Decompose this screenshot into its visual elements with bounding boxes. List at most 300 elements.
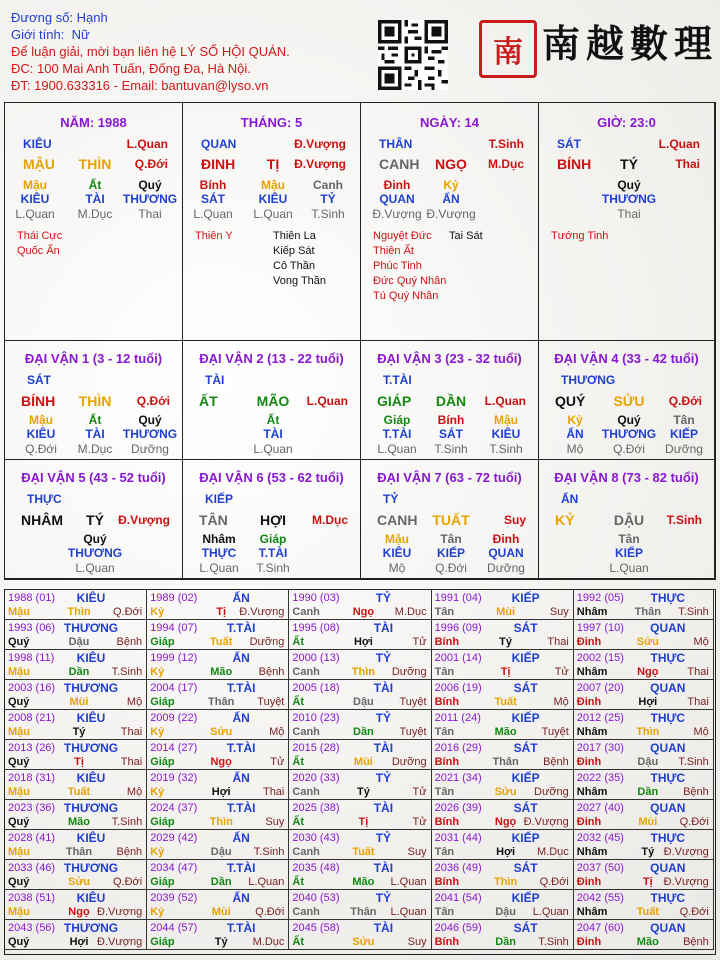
annual-year: 2009 (22) bbox=[150, 712, 198, 724]
hidden-god: TỶ bbox=[320, 192, 336, 206]
annual-god: THỰC bbox=[650, 831, 686, 845]
dai-van-stage: Q.Đới bbox=[136, 394, 170, 408]
annual-year: 1999 (12) bbox=[150, 652, 198, 664]
annual-can: Tân bbox=[434, 726, 455, 738]
annual-year: 2027 (40) bbox=[576, 802, 624, 814]
annual-can: Canh bbox=[292, 786, 320, 798]
hidden-can: Kỷ bbox=[443, 178, 459, 192]
annual-can: Ất bbox=[292, 696, 304, 708]
hidden-can: Mậu bbox=[261, 178, 285, 192]
dai-van-hidden-god: KIÊU bbox=[26, 427, 56, 441]
gender-value: Nữ bbox=[71, 27, 90, 42]
dai-van-god: THƯƠNG bbox=[561, 373, 616, 387]
annual-god: ẤN bbox=[232, 831, 250, 845]
annual-year: 1998 (11) bbox=[8, 652, 55, 664]
annual-year: 2004 (17) bbox=[150, 682, 198, 694]
pillar-cell bbox=[361, 103, 539, 341]
annual-cell bbox=[574, 830, 714, 860]
annual-cell bbox=[289, 650, 431, 680]
name-label: Đương số: bbox=[11, 10, 74, 25]
pillar-can-stage: Đ.Vượng bbox=[294, 137, 346, 151]
annual-god: T.TÀI bbox=[226, 681, 256, 695]
annual-year: 2033 (46) bbox=[8, 862, 56, 874]
annual-can: Đinh bbox=[576, 696, 602, 708]
annual-stage: L.Quan bbox=[532, 906, 569, 918]
hidden-god: THƯƠNG bbox=[601, 192, 657, 206]
pillar-chi: TỊ bbox=[266, 156, 280, 172]
annual-god: KIẾP bbox=[511, 831, 540, 845]
pillar-can-stage: L.Quan bbox=[126, 137, 168, 151]
annual-stage: Dưỡng bbox=[391, 756, 427, 768]
dai-van-hidden-can: Quý bbox=[138, 413, 162, 427]
name-row bbox=[11, 10, 381, 27]
annual-year: 2042 (55) bbox=[576, 892, 624, 904]
annual-can: Ất bbox=[292, 756, 304, 768]
annual-year: 2012 (25) bbox=[576, 712, 624, 724]
dai-van-god: THỰC bbox=[27, 492, 62, 506]
annual-can: Mậu bbox=[8, 906, 30, 918]
hidden-stage: L.Quan bbox=[253, 207, 293, 221]
annual-year: 2029 (42) bbox=[150, 832, 198, 844]
annual-cell bbox=[147, 800, 289, 830]
dai-van-cell bbox=[361, 341, 539, 460]
dai-van-hidden-stage: T.Sinh bbox=[256, 561, 290, 575]
dai-van-cell bbox=[183, 341, 361, 460]
annual-cell bbox=[147, 770, 289, 800]
dai-van-hidden-stage: Dưỡng bbox=[131, 442, 169, 456]
dai-van-hidden-stage: L.Quan bbox=[609, 561, 649, 575]
pillar-chi-stage: M.Dục bbox=[488, 157, 524, 171]
annual-stage: Thai bbox=[120, 726, 143, 738]
annual-can: Bính bbox=[434, 936, 460, 948]
annual-god: T.TÀI bbox=[226, 621, 256, 635]
annual-stage: Mộ bbox=[126, 696, 143, 708]
star-left: Đức Quý Nhân bbox=[373, 275, 447, 287]
annual-chi: Ngọ bbox=[68, 906, 90, 918]
dai-van-god: SÁT bbox=[27, 373, 51, 387]
pillar-chi: THÌN bbox=[78, 156, 112, 172]
dai-van-title: ĐẠI VẬN 8 (73 - 82 tuổi) bbox=[554, 470, 699, 485]
annual-cell bbox=[5, 860, 147, 890]
hidden-god: KIÊU bbox=[20, 192, 50, 206]
annual-god: THỰC bbox=[650, 711, 686, 725]
annual-god: TỶ bbox=[375, 651, 392, 665]
dai-van-god: TỶ bbox=[383, 492, 399, 506]
annual-god: KIÊU bbox=[76, 651, 106, 665]
annual-stage: Tử bbox=[412, 816, 427, 828]
dai-van-hidden-can: Đinh bbox=[492, 532, 520, 546]
header-info bbox=[11, 10, 381, 95]
annual-stage: Suy bbox=[407, 936, 427, 948]
contact-line-1: Để luận giải, mời bạn liên hệ LÝ SỐ HỘI QUÁN. bbox=[11, 44, 290, 59]
dai-van-can: NHÂM bbox=[21, 512, 63, 528]
dai-van-hidden-stage: Dưỡng bbox=[487, 561, 525, 575]
annual-can: Tân bbox=[434, 846, 455, 858]
annual-cell bbox=[289, 920, 431, 950]
annual-cell bbox=[147, 860, 289, 890]
hidden-stage: T.Sinh bbox=[311, 207, 345, 221]
dai-van-title: ĐẠI VẬN 1 (3 - 12 tuổi) bbox=[24, 351, 163, 366]
annual-cell bbox=[5, 740, 147, 770]
annual-can: Tân bbox=[434, 786, 455, 798]
annual-chi: Thân bbox=[492, 756, 519, 768]
pillar-can-god: KIÊU bbox=[23, 137, 52, 151]
annual-god: THƯƠNG bbox=[63, 861, 119, 875]
annual-chi: Dần bbox=[495, 936, 516, 948]
annual-chi: Ngọ bbox=[494, 816, 517, 828]
dai-van-stage: Đ.Vượng bbox=[118, 513, 170, 527]
annual-stage: Tuyệt bbox=[257, 696, 285, 708]
annual-god: ẤN bbox=[232, 651, 250, 665]
annual-cell bbox=[574, 710, 714, 740]
annual-chi: Tị bbox=[74, 756, 84, 768]
annual-god: TÀI bbox=[373, 921, 394, 935]
annual-can: Quý bbox=[8, 816, 30, 828]
star-left: Phúc Tinh bbox=[373, 260, 422, 272]
annual-god: ẤN bbox=[232, 891, 250, 905]
dai-van-title: ĐẠI VẬN 3 (23 - 32 tuổi) bbox=[377, 351, 522, 366]
annual-cell bbox=[432, 860, 574, 890]
annual-chi: Mão bbox=[352, 876, 375, 888]
annual-cell bbox=[147, 890, 289, 920]
brand-title: 南越數理 bbox=[542, 21, 719, 66]
annual-can: Canh bbox=[292, 906, 320, 918]
annual-stage: Mộ bbox=[693, 726, 709, 738]
hidden-god: ẤN bbox=[442, 192, 460, 206]
annual-cell bbox=[432, 800, 574, 830]
annual-can: Mậu bbox=[8, 606, 30, 618]
pillar-cell bbox=[539, 103, 715, 341]
annual-can: Nhâm bbox=[576, 726, 608, 738]
annual-cell bbox=[289, 770, 431, 800]
hidden-god: KIÊU bbox=[258, 192, 288, 206]
annual-god: SÁT bbox=[513, 741, 538, 755]
annual-cell bbox=[5, 680, 147, 710]
annual-cell bbox=[432, 680, 574, 710]
annual-year: 1991 (04) bbox=[434, 592, 482, 604]
dai-van-hidden-can: Ất bbox=[88, 413, 102, 427]
pillar-chi: NGỌ bbox=[435, 156, 467, 172]
annual-can: Giáp bbox=[150, 696, 175, 708]
dai-van-hidden-can: Giáp bbox=[259, 532, 287, 546]
annual-stage: Bệnh bbox=[258, 666, 285, 678]
annual-year: 2037 (50) bbox=[576, 862, 624, 874]
annual-chi: Mão bbox=[494, 726, 517, 738]
annual-can: Canh bbox=[292, 726, 320, 738]
annual-can: Mậu bbox=[8, 786, 30, 798]
dai-van-stage: L.Quan bbox=[306, 394, 348, 408]
annual-year: 2039 (52) bbox=[150, 892, 198, 904]
dai-van-hidden-god: T.TÀI bbox=[258, 546, 288, 560]
annual-god: ẤN bbox=[232, 711, 250, 725]
annual-god: KIÊU bbox=[76, 891, 106, 905]
annual-chi: Dần bbox=[210, 876, 232, 888]
dai-van-hidden-god: KIẾP bbox=[436, 546, 466, 560]
dai-van-stage: L.Quan bbox=[484, 394, 526, 408]
annual-stage: Thai bbox=[687, 696, 709, 708]
dai-van-god: KIẾP bbox=[205, 492, 234, 506]
annual-god: THỰC bbox=[650, 891, 686, 905]
dai-van-hidden-god: QUAN bbox=[488, 546, 524, 560]
annual-year: 2021 (34) bbox=[434, 772, 482, 784]
annual-cell bbox=[289, 830, 431, 860]
annual-year: 2023 (36) bbox=[8, 802, 56, 814]
dai-van-chi: MÃO bbox=[256, 393, 290, 409]
star-left: Thiên Ất bbox=[373, 245, 414, 257]
dai-van-chi: TUẤT bbox=[432, 512, 470, 528]
hidden-god: SÁT bbox=[201, 192, 225, 206]
dai-van-title: ĐẠI VẬN 5 (43 - 52 tuổi) bbox=[21, 470, 166, 485]
pillar-cell bbox=[5, 103, 183, 341]
annual-cell bbox=[147, 680, 289, 710]
dai-van-title: ĐẠI VẬN 6 (53 - 62 tuổi) bbox=[199, 470, 344, 485]
annual-chi: Tý bbox=[214, 936, 228, 948]
annual-god: TÀI bbox=[373, 861, 394, 875]
dai-van-hidden-god: ẤN bbox=[566, 427, 584, 441]
pillar-can-god: SÁT bbox=[557, 137, 581, 151]
pillar-title: THÁNG: 5 bbox=[240, 115, 303, 130]
annual-chi: Mùi bbox=[69, 696, 89, 708]
dai-van-hidden-god: THƯƠNG bbox=[122, 427, 178, 441]
pillar-can-stage: T.Sinh bbox=[488, 137, 524, 151]
annual-can: Ất bbox=[292, 816, 304, 828]
annual-god: T.TÀI bbox=[226, 921, 256, 935]
annual-cell bbox=[432, 770, 574, 800]
dai-van-hidden-can: Bính bbox=[437, 413, 465, 427]
annual-god: TỶ bbox=[375, 771, 392, 785]
annual-god: SÁT bbox=[513, 801, 538, 815]
annual-stage: T.Sinh bbox=[538, 936, 569, 948]
annual-chi: Mùi bbox=[353, 756, 373, 768]
annual-cell bbox=[5, 830, 147, 860]
annual-year: 2025 (38) bbox=[292, 802, 340, 814]
annual-chi: Dậu bbox=[353, 696, 374, 708]
star-left: Thái Cực bbox=[17, 230, 63, 242]
annual-cell bbox=[432, 620, 574, 650]
annual-can: Đinh bbox=[576, 816, 602, 828]
annual-god: KIẾP bbox=[511, 591, 540, 605]
annual-cell bbox=[432, 890, 574, 920]
annual-chi: Thân bbox=[634, 606, 661, 618]
annual-cell bbox=[432, 740, 574, 770]
annual-god: THỰC bbox=[650, 771, 686, 785]
dai-van-chi: THÌN bbox=[78, 393, 112, 409]
dai-van-hidden-god: THƯƠNG bbox=[67, 546, 123, 560]
dai-van-hidden-stage: T.Sinh bbox=[489, 442, 523, 456]
annual-stage: Thai bbox=[547, 636, 569, 648]
star-right: Kiếp Sát bbox=[273, 245, 315, 257]
annual-cell bbox=[5, 620, 147, 650]
annual-year: 2038 (51) bbox=[8, 892, 56, 904]
annual-can: Mậu bbox=[8, 846, 30, 858]
annual-year: 2045 (58) bbox=[292, 922, 340, 934]
annual-can: Canh bbox=[292, 666, 320, 678]
qr-code-icon bbox=[378, 20, 448, 90]
annual-chi: Mão bbox=[210, 666, 233, 678]
annual-god: KIÊU bbox=[76, 591, 106, 605]
annual-can: Đinh bbox=[576, 936, 602, 948]
dai-van-hidden-stage: T.Sinh bbox=[434, 442, 468, 456]
annual-chi: Tuất bbox=[67, 786, 91, 798]
annual-stage: M.Dục bbox=[394, 606, 427, 618]
annual-stage: Tử bbox=[554, 666, 569, 678]
annual-year: 2018 (31) bbox=[8, 772, 56, 784]
annual-chi: Hợi bbox=[496, 846, 516, 858]
annual-god: TỶ bbox=[375, 711, 392, 725]
annual-cell bbox=[289, 800, 431, 830]
annual-year: 2034 (47) bbox=[150, 862, 198, 874]
annual-chi: Dậu bbox=[495, 906, 516, 918]
annual-year: 2019 (32) bbox=[150, 772, 198, 784]
seal-glyph: 南 bbox=[493, 35, 523, 70]
pillar-can-god: THÂN bbox=[379, 137, 413, 151]
annual-stage: Q.Đới bbox=[679, 816, 709, 828]
dai-van-god: T.TÀI bbox=[383, 373, 412, 387]
annual-god: T.TÀI bbox=[226, 801, 256, 815]
annual-cell bbox=[432, 830, 574, 860]
annual-cell bbox=[5, 890, 147, 920]
annual-year: 1996 (09) bbox=[434, 622, 482, 634]
annual-year: 1992 (05) bbox=[576, 592, 624, 604]
annual-year: 2008 (21) bbox=[8, 712, 56, 724]
star-left: Nguyệt Đức bbox=[373, 230, 432, 242]
annual-can: Kỷ bbox=[150, 846, 165, 858]
annual-chi: Mão bbox=[636, 936, 659, 948]
annual-stage: Dưỡng bbox=[249, 636, 285, 648]
annual-stage: Đ.Vượng bbox=[663, 876, 709, 888]
annual-chi: Thân bbox=[65, 846, 93, 858]
dai-van-god: TÀI bbox=[205, 373, 225, 387]
dai-van-cell bbox=[5, 341, 183, 460]
annual-can: Ất bbox=[292, 936, 304, 948]
annual-stage: Bệnh bbox=[116, 846, 143, 858]
gender-label: Giới tính: bbox=[11, 27, 65, 42]
annual-year: 1995 (08) bbox=[292, 622, 340, 634]
annual-can: Kỷ bbox=[150, 786, 165, 798]
annual-chi: Mùi bbox=[211, 906, 231, 918]
annual-chi: Thìn bbox=[493, 876, 518, 888]
dai-van-hidden-can: Nhâm bbox=[202, 532, 236, 546]
dai-van-chi: DẬU bbox=[613, 512, 645, 528]
annual-table bbox=[4, 589, 716, 955]
annual-can: Nhâm bbox=[576, 846, 608, 858]
dai-van-hidden-stage: Mộ bbox=[388, 561, 406, 575]
dai-van-hidden-god: T.TÀI bbox=[382, 427, 412, 441]
annual-cell bbox=[432, 920, 574, 950]
annual-god: THỰC bbox=[650, 591, 686, 605]
annual-god: QUAN bbox=[650, 861, 686, 875]
annual-stage: Bệnh bbox=[683, 786, 709, 798]
dai-van-stage: T.Sinh bbox=[666, 513, 702, 527]
contact-line-3: ĐT: 1900.633316 - Email: bantuvan@lyso.vn bbox=[11, 78, 269, 93]
annual-stage: M.Dục bbox=[252, 936, 285, 948]
annual-can: Bính bbox=[434, 756, 460, 768]
annual-can: Giáp bbox=[150, 936, 175, 948]
annual-god: TÀI bbox=[373, 681, 394, 695]
annual-cell bbox=[147, 620, 289, 650]
dai-van-hidden-can: Tân bbox=[673, 413, 695, 427]
annual-chi: Thìn bbox=[636, 726, 660, 738]
star-left: Quốc Ấn bbox=[17, 245, 60, 257]
annual-stage: T.Sinh bbox=[111, 666, 143, 678]
annual-stage: Đ.Vượng bbox=[239, 606, 285, 618]
hidden-can: Quý bbox=[617, 178, 641, 192]
annual-year: 2047 (60) bbox=[576, 922, 624, 934]
annual-god: QUAN bbox=[650, 921, 686, 935]
annual-cell bbox=[147, 590, 289, 620]
annual-can: Nhâm bbox=[576, 906, 608, 918]
contact-line-2: ĐC: 100 Mai Anh Tuấn, Đống Đa, Hà Nội. bbox=[11, 61, 251, 76]
pillar-chi-stage: Thai bbox=[675, 157, 700, 171]
annual-chi: Tý bbox=[356, 786, 370, 798]
star-right: Cô Thần bbox=[273, 260, 315, 272]
annual-chi: Dần bbox=[637, 786, 659, 798]
annual-year: 2040 (53) bbox=[292, 892, 340, 904]
annual-god: QUAN bbox=[650, 741, 686, 755]
annual-can: Nhâm bbox=[576, 606, 608, 618]
dai-van-hidden-stage: Q.Đới bbox=[613, 442, 645, 456]
hidden-god: QUAN bbox=[379, 192, 415, 206]
star-left: Tướng Tinh bbox=[551, 230, 609, 242]
name-value: Hạnh bbox=[76, 10, 108, 25]
annual-year: 2015 (28) bbox=[292, 742, 340, 754]
dai-van-cell bbox=[539, 460, 715, 579]
annual-god: THỰC bbox=[650, 651, 686, 665]
annual-year: 2020 (33) bbox=[292, 772, 340, 784]
annual-god: ẤN bbox=[232, 591, 250, 605]
annual-chi: Thân bbox=[350, 906, 377, 918]
annual-cell bbox=[289, 740, 431, 770]
annual-chi: Ngọ bbox=[210, 756, 232, 768]
annual-god: TÀI bbox=[373, 621, 394, 635]
annual-chi: Sửu bbox=[352, 936, 375, 948]
annual-can: Quý bbox=[8, 696, 30, 708]
annual-stage: L.Quan bbox=[248, 876, 285, 888]
annual-year: 1990 (03) bbox=[292, 592, 340, 604]
annual-chi: Sửu bbox=[494, 786, 517, 798]
pillar-chi: TÝ bbox=[620, 156, 638, 172]
hidden-god: THƯƠNG bbox=[122, 192, 178, 206]
annual-stage: Dưỡng bbox=[534, 786, 569, 798]
dai-van-stage: Q.Đới bbox=[668, 394, 702, 408]
annual-can: Nhâm bbox=[576, 786, 608, 798]
annual-cell bbox=[574, 800, 714, 830]
annual-god: TÀI bbox=[373, 741, 394, 755]
annual-can: Nhâm bbox=[576, 666, 608, 678]
annual-can: Đinh bbox=[576, 876, 602, 888]
annual-year: 1997 (10) bbox=[576, 622, 624, 634]
hidden-can: Bính bbox=[199, 178, 227, 192]
annual-cell bbox=[432, 710, 574, 740]
annual-stage: Q.Đới bbox=[255, 906, 285, 918]
annual-cell bbox=[147, 710, 289, 740]
annual-can: Mậu bbox=[8, 726, 30, 738]
dai-van-hidden-can: Giáp bbox=[383, 413, 411, 427]
pillar-can-god: QUAN bbox=[201, 137, 237, 151]
annual-cell bbox=[574, 590, 714, 620]
annual-chi: Mão bbox=[68, 816, 90, 828]
annual-god: T.TÀI bbox=[226, 741, 256, 755]
annual-cell bbox=[574, 890, 714, 920]
annual-cell bbox=[574, 770, 714, 800]
annual-stage: Thai bbox=[120, 756, 143, 768]
annual-god: QUAN bbox=[650, 801, 686, 815]
hidden-can: Quý bbox=[138, 178, 162, 192]
annual-year: 2003 (16) bbox=[8, 682, 56, 694]
annual-stage: Đ.Vượng bbox=[97, 936, 143, 948]
annual-cell bbox=[5, 770, 147, 800]
annual-chi: Sửu bbox=[210, 726, 233, 738]
